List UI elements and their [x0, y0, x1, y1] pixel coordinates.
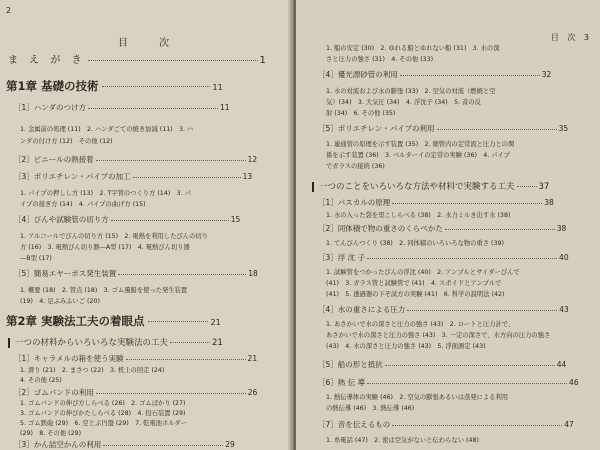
- toc-entry: ［2］ビニールの熱接着 12: [14, 155, 258, 164]
- toc-subline: —B型 (17): [20, 255, 52, 262]
- toc-subline: でガラスの接続 (36): [326, 163, 385, 170]
- toc-entry: ［2］同体積で物の重さのくらべかた 38: [318, 224, 567, 233]
- toc-subline: (43) 4. 水の深さと圧力の強さ (43) 5. 浮面測定 (43): [326, 343, 486, 350]
- toc-subline: 気）(34) 3. 大気圧 (34) 4. 浮沈子 (34) 5. 音の反: [326, 99, 481, 106]
- toc-subline: 係を示す装置 (36) 3. ベルターイの定常の実験 (36) 4. パイプ: [326, 152, 510, 159]
- toc-entry: ［4］びんや試験管の切り方 15: [14, 215, 241, 224]
- toc-subline: 1. 連通管の原理を示す装置 (35) 2. 細管内の定常流と圧力との関: [326, 141, 515, 148]
- toc-subline: 1. 滑り (21) 2. まさつ (22) 3. 机上の回走 (24): [20, 367, 165, 374]
- toc-subline: さと圧力の強さ (31) 4. その他 (33): [326, 56, 434, 63]
- toc-subline: (41) 5. 透過器の下ぞ試方の実験 (41) 6. 科学の説明法 (42): [326, 291, 505, 298]
- chapter-2-page: 21: [210, 318, 221, 327]
- toc-entry: ［6］熱 伝 導 46: [318, 378, 579, 387]
- toc-entry: ［4］水の重さによる圧力 43: [318, 305, 569, 314]
- chapter-2-title: 実験法工夫の着眼点: [41, 314, 145, 328]
- toc-subline: あさかいで水の深さと圧力の強さ (43) 3. 一定の深さで、水方向の圧力の強さ: [326, 332, 551, 339]
- preface-label: ま え が き: [8, 55, 86, 66]
- toc-subline: 3. ゴムバンドの伸びかたしらべる (28) 4. 投石装置 (29): [20, 410, 186, 417]
- toc-subline: 1. 試験管をつかったびんの浮沈 (40) 2. アンプルとサイダーびんで: [326, 269, 520, 276]
- toc-entry: ［5］簡易エヤーポス発生装置 18: [14, 269, 258, 278]
- toc-entry: ［3］かん詰空かんの利用 29: [14, 440, 235, 449]
- toc-entry: ［2］ゴムバンドの利用 26: [14, 388, 258, 397]
- toc-subline: 5. ゴム鉄砲 (29) 6. 空とぶ円盤 (29) 7. 乾電池ホルダー: [20, 420, 187, 427]
- toc-subline: 1. 熱伝導体の実験 (46) 2. 空気の膨張あるいは蒸発による利用: [326, 394, 509, 401]
- toc-subline: 1. 概要 (18) 2. 管点 (18) 3. ゴム風船を使った発生装置: [20, 287, 188, 294]
- chapter-1-heading: [6, 78, 223, 94]
- toc-subline: 1. てんびんつくり (38) 2. 同体積のいろいろな物の重さ (39): [326, 240, 504, 247]
- toc-subline: イプの接ぎ方 (14) 4. パイプの曲げ方 (15): [20, 201, 146, 208]
- toc-subline: の熱伝導 (46) 3. 熱伝導 (46): [326, 405, 415, 412]
- toc-subline: 1. 水の対流および水の膨張 (33) 2. 空気の対流（燃焼と空: [326, 88, 496, 95]
- toc-subline: (41) 3. ガラス管と試験管で (41) 4. スポイドとアンプルで: [326, 280, 502, 287]
- toc-entry: ［5］船の形と抵抗 44: [318, 360, 567, 369]
- left-page: [0, 0, 292, 450]
- chapter-1-page: 11: [212, 83, 223, 92]
- toc-subline: 1. 金属前の処理 (11) 2. ハンダごての焼き加減 (11) 3. ハ: [20, 126, 194, 133]
- toc-subline: 1. アルコールでびんの切り方 (15) 2. 電熱を利用したびんの切り: [20, 233, 208, 240]
- toc-subline: 1. パイプの押しし方 (13) 2. T字管のつくり方 (14) 3. パ: [20, 190, 191, 197]
- toc-subline: 1. 船の安定 (30) 2. ゆれる船とゆれない船 (31) 3. 水の深: [326, 45, 500, 52]
- toc-entry: ［3］ポリエチレン・パイプの加工 13: [14, 172, 253, 181]
- toc-entry: ［1］パスカルの原理 38: [318, 198, 554, 207]
- toc-subline: (29) 8. その他 (29): [20, 430, 82, 437]
- chapter-1-label: 第1章: [6, 79, 38, 93]
- section-heading: 一つのことをいろいろな方法や材料で実験する工夫 37: [312, 180, 549, 192]
- chapter-1-title: 基礎の技術: [41, 79, 99, 93]
- left-page-number: 2: [6, 6, 12, 15]
- chapter-2-heading: [6, 313, 221, 329]
- toc-entry: ［1］キャラメルの箱を使う実験 21: [14, 354, 258, 363]
- toc-subline: 1. 水の入った袋を里こしらべる (38) 2. 水力ミルき出す水 (38): [326, 212, 511, 219]
- preface-entry: [8, 55, 266, 67]
- toc-entry: ［3］浮 沈 子 40: [318, 253, 569, 262]
- toc-entry: ［1］ハンダのつけ方 11: [14, 103, 230, 112]
- toc-subline: 1. ゴムバンドの伸び方しらべる (26) 2. ゴムばかり (27): [20, 400, 186, 407]
- toc-subline: (19) 4. 足ぶみふいご (20): [20, 298, 100, 305]
- chapter-2-section: 一つの材料からいろいろな実験法の工夫 21: [8, 336, 223, 348]
- toc-subline: ンダの付け方 (12) その他 (12): [20, 138, 113, 145]
- toc-subline: 4. その他 (25): [20, 377, 62, 384]
- preface-page: 1: [259, 55, 266, 66]
- toc-subline: 1. 糸電話 (47) 2. 密は空気がないと伝わらない (48): [326, 437, 479, 444]
- right-page: [296, 0, 600, 450]
- chapter-2-label: 第2章: [6, 314, 38, 328]
- right-page-header: 目 次 3: [550, 33, 592, 42]
- toc-title: 目 次: [118, 38, 184, 49]
- toc-entry: ［7］音を伝えるもの 47: [318, 420, 574, 429]
- toc-subline: 方 (16) 3. 電熱びん切り器—A型 (17) 4. 電熱びん切り器: [20, 244, 190, 251]
- toc-subline: 射 (34) 6. その他 (35): [326, 110, 396, 117]
- toc-entry: ［4］優光漂砂管の利用 32: [318, 70, 552, 79]
- toc-entry: ［5］ポリエチレン・パイプの利用 35: [318, 124, 569, 133]
- toc-subline: 1. あさかいで水の深さと圧力の強さ (43) 2. ロートと圧力計で、: [326, 321, 515, 328]
